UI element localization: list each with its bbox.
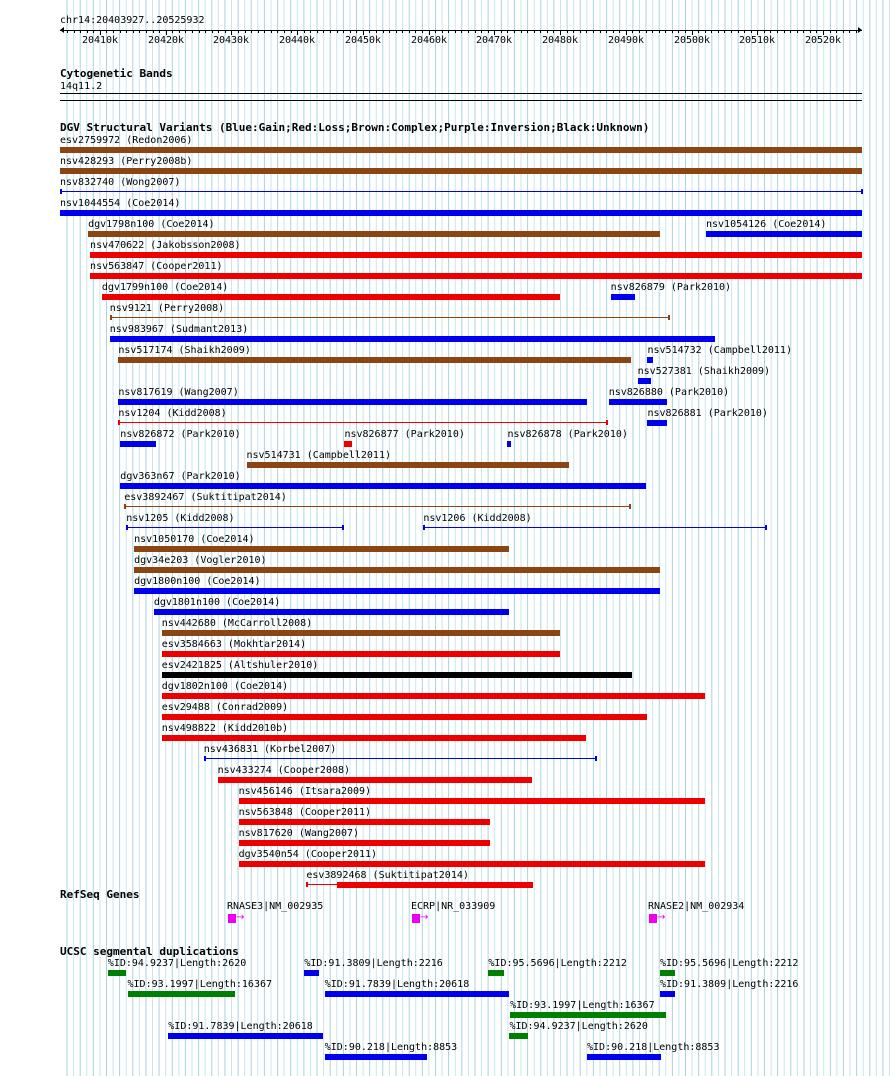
dgv-feature-bar[interactable] (706, 231, 862, 237)
segdup-bar[interactable] (304, 970, 318, 976)
dgv-feature-label: nsv826877 (Park2010) (344, 429, 465, 440)
ruler-minor-tick (80, 30, 81, 33)
ruler-minor-tick (356, 30, 357, 33)
ruler-minor-tick (600, 30, 601, 33)
ruler-minor-tick (343, 30, 344, 33)
ruler-minor-tick (185, 30, 186, 33)
dgv-feature-label: nsv514731 (Campbell2011) (246, 450, 391, 461)
segdup-label: %ID:94.9237|Length:2620 (509, 1021, 648, 1032)
dgv-feature-label: nsv826879 (Park2010) (610, 282, 732, 293)
ruler-minor-tick (573, 30, 574, 33)
dgv-feature-bar[interactable] (611, 294, 635, 300)
dgv-feature-bar[interactable] (118, 399, 587, 405)
cytoband-line-top (60, 93, 862, 94)
dgv-feature-bar[interactable] (120, 483, 645, 489)
ruler-minor-tick (113, 30, 114, 33)
dgv-feature-label: nsv826878 (Park2010) (507, 429, 628, 440)
dgv-track-title: DGV Structural Variants (Blue:Gain;Red:Loss;Brown:Complex;Purple:Inversion;Black:Unknown) (60, 121, 650, 134)
ruler-minor-tick (461, 30, 462, 33)
ruler-minor-tick (501, 30, 502, 33)
ruler-minor-tick (212, 30, 213, 33)
ruler-tick-label: 20460k (410, 35, 448, 46)
dgv-feature-end-right[interactable] (595, 756, 597, 761)
dgv-feature-label: nsv436831 (Korbel2007) (203, 744, 337, 755)
dgv-feature-bar[interactable] (102, 294, 560, 300)
dgv-feature-label: dgv1799n100 (Coe2014) (101, 282, 229, 293)
ruler-tick-label: 20430k (212, 35, 250, 46)
ruler-minor-tick (534, 30, 535, 33)
dgv-feature-label: nsv1044554 (Coe2014) (60, 198, 181, 209)
ruler-minor-tick (488, 30, 489, 33)
dgv-feature-bar[interactable] (60, 147, 862, 153)
segdup-bar[interactable] (510, 1012, 666, 1018)
ruler-minor-tick (777, 30, 778, 33)
ruler-minor-tick (803, 30, 804, 33)
ruler-tick-label: 20470k (475, 35, 513, 46)
segdup-bar[interactable] (509, 1033, 527, 1039)
ruler-minor-tick (553, 30, 554, 33)
ruler-tick-label: 20450k (344, 35, 382, 46)
ruler-minor-tick (724, 30, 725, 33)
dgv-feature-end-right[interactable] (342, 525, 344, 530)
dgv-feature-label: dgv34e203 (Vogler2010) (134, 555, 267, 566)
ruler-minor-tick (159, 30, 160, 33)
ruler-minor-tick (133, 30, 134, 33)
dgv-feature-label: nsv1205 (Kidd2008) (126, 513, 235, 524)
ruler-minor-tick (153, 30, 154, 33)
ruler-minor-tick (422, 30, 423, 33)
ruler-minor-tick (330, 30, 331, 33)
ruler-minor-tick (192, 30, 193, 33)
dgv-feature-label: nsv433274 (Cooper2008) (217, 765, 351, 776)
dgv-feature-bar[interactable] (638, 378, 652, 384)
ruler-minor-tick (435, 30, 436, 33)
dgv-feature-bar[interactable] (609, 399, 667, 405)
dgv-feature-end-right[interactable] (606, 420, 608, 425)
dgv-feature-bar[interactable] (162, 714, 647, 720)
dgv-feature-label: nsv832740 (Wong2007) (60, 177, 181, 188)
ruler-minor-tick (271, 30, 272, 33)
ruler-minor-tick (475, 30, 476, 33)
dgv-feature-line[interactable] (204, 758, 596, 759)
refseq-gene-label: ECRP|NR_033909 (411, 901, 496, 912)
ruler-minor-tick (337, 30, 338, 33)
ruler-minor-tick (126, 30, 127, 33)
dgv-feature-end-right[interactable] (861, 189, 863, 194)
dgv-feature-label: nsv817619 (Wang2007) (118, 387, 239, 398)
dgv-feature-label: nsv826880 (Park2010) (608, 387, 730, 398)
dgv-feature-label: nsv1054126 (Coe2014) (705, 219, 827, 230)
dgv-feature-label: esv2421825 (Altshuler2010) (161, 660, 319, 671)
ruler-tick-label: 20490k (607, 35, 645, 46)
ruler-tick-label: 20510k (738, 35, 776, 46)
segdup-bar[interactable] (128, 991, 236, 997)
dgv-feature-label: esv3584663 (Mokhtar2014) (161, 639, 307, 650)
ruler-minor-tick (639, 30, 640, 33)
dgv-feature-bar[interactable] (110, 336, 715, 342)
ruler-minor-tick (816, 30, 817, 33)
dgv-feature-label: esv3892468 (Suktitipat2014) (306, 870, 469, 881)
refseq-gene-label: RNASE3|NM_002935 (227, 901, 324, 912)
ruler-minor-tick (146, 30, 147, 33)
ruler-minor-tick (751, 30, 752, 33)
ruler-minor-tick (652, 30, 653, 33)
ruler-minor-tick (698, 30, 699, 33)
dgv-feature-bar[interactable] (134, 588, 660, 594)
dgv-feature-end-left[interactable] (423, 525, 425, 530)
segdup-bar[interactable] (325, 991, 510, 997)
ruler-minor-tick (284, 30, 285, 33)
ruler-minor-tick (258, 30, 259, 33)
segdup-bar[interactable] (108, 970, 126, 976)
ruler-minor-tick (718, 30, 719, 33)
dgv-feature-bar[interactable] (507, 441, 511, 447)
ruler-minor-tick (442, 30, 443, 33)
segdup-label: %ID:93.1997|Length:16367 (127, 979, 273, 990)
ruler-minor-tick (685, 30, 686, 33)
ruler-minor-tick (317, 30, 318, 33)
refseq-gene-label: RNASE2|NM_002934 (648, 901, 745, 912)
ruler-minor-tick (199, 30, 200, 33)
dgv-feature-line[interactable] (60, 191, 862, 192)
refseq-gene-exon[interactable] (649, 914, 657, 923)
ruler-minor-tick (291, 30, 292, 33)
dgv-feature-line[interactable] (110, 317, 669, 318)
segdup-label: %ID:95.5696|Length:2212 (488, 958, 627, 969)
ruler-minor-tick (784, 30, 785, 33)
dgv-feature-end-left[interactable] (110, 315, 112, 320)
ruler-minor-tick (678, 30, 679, 33)
strand-arrow-icon: → (236, 912, 245, 923)
segdup-bar[interactable] (660, 991, 675, 997)
dgv-feature-bar[interactable] (337, 882, 534, 888)
ruler-minor-tick (810, 30, 811, 33)
dgv-feature-end-right[interactable] (629, 504, 631, 509)
ruler-minor-tick (711, 30, 712, 33)
ruler-minor-tick (849, 30, 850, 33)
dgv-feature-label: nsv428293 (Perry2008b) (60, 156, 193, 167)
ruler-minor-tick (383, 30, 384, 33)
ruler-arrow-right (858, 27, 862, 33)
dgv-feature-bar[interactable] (154, 609, 510, 615)
ruler-minor-tick (369, 30, 370, 33)
segdup-label: %ID:90.218|Length:8853 (587, 1042, 720, 1053)
segdup-label: %ID:95.5696|Length:2212 (659, 958, 799, 969)
dgv-feature-label: esv3892467 (Suktitipat2014) (124, 492, 287, 503)
cytoband-line-bottom (60, 100, 862, 101)
dgv-feature-label: dgv3540n54 (Cooper2011) (238, 849, 378, 860)
dgv-feature-label: nsv498822 (Kidd2010b) (161, 723, 289, 734)
ruler-minor-tick (836, 30, 837, 33)
dgv-feature-end-left[interactable] (126, 525, 128, 530)
dgv-feature-label: nsv1206 (Kidd2008) (423, 513, 532, 524)
ruler-minor-tick (310, 30, 311, 33)
ruler-minor-tick (830, 30, 831, 33)
dgv-feature-bar[interactable] (88, 231, 660, 237)
ruler-minor-tick (172, 30, 173, 33)
dgv-feature-label: nsv983967 (Sudmant2013) (109, 324, 249, 335)
segdup-label: %ID:94.9237|Length:2620 (107, 958, 247, 969)
dgv-feature-label: nsv527381 (Shaikh2009) (637, 366, 771, 377)
ruler-minor-tick (245, 30, 246, 33)
dgv-feature-end-right[interactable] (765, 525, 767, 530)
segdup-label: %ID:91.3809|Length:2216 (304, 958, 443, 969)
ruler-tick-label: 20520k (804, 35, 842, 46)
ruler-minor-tick (790, 30, 791, 33)
dgv-feature-bar[interactable] (218, 777, 532, 783)
dgv-feature-end-left[interactable] (306, 882, 308, 887)
ruler-minor-tick (350, 30, 351, 33)
segdup-bar[interactable] (168, 1033, 322, 1039)
dgv-feature-label: dgv363n67 (Park2010) (120, 471, 241, 482)
dgv-feature-bar[interactable] (344, 441, 352, 447)
ruler-tick-label: 20480k (541, 35, 579, 46)
dgv-feature-label: esv29488 (Conrad2009) (161, 702, 289, 713)
dgv-feature-label: dgv1800n100 (Coe2014) (134, 576, 261, 587)
ruler-minor-tick (764, 30, 765, 33)
ruler-minor-tick (514, 30, 515, 33)
dgv-feature-label: nsv1050170 (Coe2014) (134, 534, 255, 545)
ruler-tick-label: 20440k (278, 35, 316, 46)
ruler-minor-tick (93, 30, 94, 33)
segdup-label: %ID:93.1997|Length:16367 (510, 1000, 655, 1011)
ruler-arrow-left (60, 27, 64, 33)
ruler-minor-tick (376, 30, 377, 33)
ruler-minor-tick (238, 30, 239, 33)
ruler-tick-label: 20410k (81, 35, 119, 46)
dgv-feature-bar[interactable] (90, 252, 862, 258)
ruler-minor-tick (593, 30, 594, 33)
strand-arrow-icon: → (657, 912, 666, 923)
ruler-minor-tick (856, 30, 857, 33)
ruler-minor-tick (738, 30, 739, 33)
dgv-feature-bar[interactable] (162, 651, 560, 657)
ruler-minor-tick (672, 30, 673, 33)
dgv-feature-bar[interactable] (239, 798, 705, 804)
segdup-label: %ID:91.7839|Length:20618 (168, 1021, 313, 1032)
ruler-minor-tick (521, 30, 522, 33)
segdup-bar[interactable] (660, 970, 675, 976)
refseq-gene-exon[interactable] (228, 914, 236, 923)
ruler-minor-tick (619, 30, 620, 33)
cytoband-track-title: Cytogenetic Bands (60, 67, 173, 80)
ruler-minor-tick (205, 30, 206, 33)
dgv-feature-bar[interactable] (90, 273, 862, 279)
ruler-minor-tick (139, 30, 140, 33)
refseq-gene-exon[interactable] (412, 914, 420, 923)
ruler-minor-tick (632, 30, 633, 33)
dgv-feature-label: esv2759972 (Redon2006) (60, 135, 193, 146)
dgv-feature-label: nsv442680 (McCarroll2008) (161, 618, 313, 629)
ruler-minor-tick (586, 30, 587, 33)
ruler-minor-tick (396, 30, 397, 33)
dgv-feature-bar[interactable] (239, 819, 491, 825)
segdup-bar[interactable] (587, 1054, 661, 1060)
segdup-track-title: UCSC segmental duplications (60, 945, 239, 958)
dgv-feature-bar[interactable] (647, 420, 666, 426)
ruler-minor-tick (264, 30, 265, 33)
dgv-feature-bar[interactable] (60, 168, 862, 174)
ruler-tick-label: 20500k (673, 35, 711, 46)
ruler-minor-tick (218, 30, 219, 33)
cytoband-label: 14q11.2 (60, 81, 103, 92)
dgv-feature-line[interactable] (124, 506, 630, 507)
dgv-feature-end-left[interactable] (60, 189, 62, 194)
dgv-feature-label: nsv1204 (Kidd2008) (118, 408, 227, 419)
ruler-minor-tick (665, 30, 666, 33)
ruler-minor-tick (507, 30, 508, 33)
ruler-minor-tick (481, 30, 482, 33)
dgv-feature-label: nsv9121 (Perry2008) (109, 303, 225, 314)
dgv-feature-bar[interactable] (162, 735, 586, 741)
dgv-feature-bar[interactable] (162, 672, 633, 678)
dgv-feature-end-left[interactable] (124, 504, 126, 509)
segdup-bar[interactable] (488, 970, 503, 976)
dgv-feature-bar[interactable] (134, 546, 509, 552)
dgv-feature-bar[interactable] (239, 840, 491, 846)
ruler-minor-tick (415, 30, 416, 33)
dgv-feature-bar[interactable] (134, 567, 660, 573)
ruler-minor-tick (606, 30, 607, 33)
ruler-minor-tick (389, 30, 390, 33)
segdup-bar[interactable] (325, 1054, 428, 1060)
ruler-minor-tick (659, 30, 660, 33)
dgv-feature-label: nsv826872 (Park2010) (120, 429, 241, 440)
ruler-minor-tick (547, 30, 548, 33)
position-label: chr14:20403927..20525932 (60, 15, 205, 26)
segdup-label: %ID:90.218|Length:8853 (324, 1042, 458, 1053)
ruler-minor-tick (323, 30, 324, 33)
ruler-minor-tick (120, 30, 121, 33)
segdup-label: %ID:91.3809|Length:2216 (659, 979, 799, 990)
ruler-minor-tick (74, 30, 75, 33)
ruler-minor-tick (225, 30, 226, 33)
dgv-feature-end-right[interactable] (668, 315, 670, 320)
dgv-feature-label: dgv1801n100 (Coe2014) (153, 597, 281, 608)
segdup-label: %ID:91.7839|Length:20618 (324, 979, 470, 990)
dgv-feature-label: nsv470622 (Jakobsson2008) (90, 240, 241, 251)
dgv-feature-label: nsv514732 (Campbell2011) (647, 345, 792, 356)
dgv-feature-end-left[interactable] (118, 420, 120, 425)
dgv-feature-label: nsv517174 (Shaikh2009) (118, 345, 251, 356)
ruler-minor-tick (646, 30, 647, 33)
ruler-minor-tick (797, 30, 798, 33)
ruler-minor-tick (843, 30, 844, 33)
ruler-minor-tick (409, 30, 410, 33)
dgv-feature-line[interactable] (118, 422, 607, 423)
dgv-feature-bar[interactable] (162, 693, 705, 699)
ruler-minor-tick (402, 30, 403, 33)
ruler-minor-tick (731, 30, 732, 33)
dgv-feature-label: dgv1798n100 (Coe2014) (88, 219, 215, 230)
dgv-feature-bar[interactable] (239, 861, 705, 867)
ruler-minor-tick (251, 30, 252, 33)
ruler-tick-label: 20420k (147, 35, 185, 46)
ruler-minor-tick (179, 30, 180, 33)
dgv-feature-label: nsv563847 (Cooper2011) (90, 261, 223, 272)
dgv-feature-label: dgv1802n100 (Coe2014) (161, 681, 289, 692)
ruler-minor-tick (87, 30, 88, 33)
dgv-feature-bar[interactable] (647, 357, 652, 363)
ruler-minor-tick (540, 30, 541, 33)
ruler-minor-tick (304, 30, 305, 33)
ruler-minor-tick (468, 30, 469, 33)
strand-arrow-icon: → (420, 912, 429, 923)
dgv-feature-line[interactable] (423, 527, 765, 528)
dgv-feature-label: nsv456146 (Itsara2009) (238, 786, 372, 797)
refseq-track-title: RefSeq Genes (60, 888, 140, 901)
dgv-feature-label: nsv563848 (Cooper2011) (238, 807, 372, 818)
ruler-minor-tick (67, 30, 68, 33)
ruler-minor-tick (106, 30, 107, 33)
dgv-feature-bar[interactable] (60, 210, 862, 216)
ruler-minor-tick (567, 30, 568, 33)
dgv-feature-label: nsv826881 (Park2010) (647, 408, 768, 419)
ruler-minor-tick (744, 30, 745, 33)
dgv-feature-bar[interactable] (118, 357, 631, 363)
dgv-feature-bar[interactable] (120, 441, 156, 447)
dgv-feature-label: nsv817620 (Wang2007) (238, 828, 360, 839)
dgv-feature-line[interactable] (306, 884, 336, 885)
ruler-minor-tick (448, 30, 449, 33)
ruler-minor-tick (770, 30, 771, 33)
ruler-minor-tick (455, 30, 456, 33)
ruler-minor-tick (580, 30, 581, 33)
ruler-minor-tick (277, 30, 278, 33)
dgv-feature-bar[interactable] (247, 462, 569, 468)
ruler-minor-tick (527, 30, 528, 33)
dgv-feature-line[interactable] (126, 527, 343, 528)
dgv-feature-bar[interactable] (162, 630, 560, 636)
dgv-feature-end-left[interactable] (204, 756, 206, 761)
ruler-minor-tick (705, 30, 706, 33)
ruler-minor-tick (613, 30, 614, 33)
